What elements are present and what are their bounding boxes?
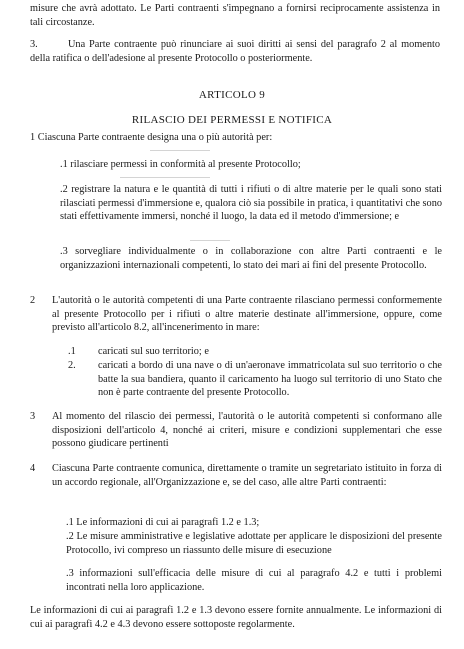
continued-paragraph: misure che avrà adottato. Le Parti contraenti s'impegnano a fornirsi reciprocamente assistenza in tali circostanze.	[30, 3, 440, 28]
paragraph-2-number: 2	[30, 295, 36, 306]
scan-speck	[190, 240, 230, 241]
paragraph-1-item-1: .1 rilasciare permessi in conformità al presente Protocollo;	[60, 159, 301, 170]
paragraph-4-item-1: .1 Le informazioni di cui ai paragrafi 1.2 e 1.3;	[66, 517, 260, 528]
article-number: ARTICOLO 9	[198, 89, 266, 101]
paragraph-2-text: L'autorità o le autorità competenti di una Parte contraente rilasciano permessi conformemente al presente Protocollo per i rifiuti o altre materie destinate all'immersione, oppure, come previsto all'articolo 8.2, all'incenerimento in mare:	[52, 295, 442, 334]
paragraph-2-item-1-number: .1	[68, 346, 76, 357]
scan-speck	[150, 150, 210, 151]
paragraph-3-number: 3.	[30, 39, 38, 50]
scan-speck	[120, 177, 210, 178]
paragraph-4-item-3: .3 informazioni sull'efficacia delle misure di cui al paragrafo 4.2 e tutti i problemi incontrati nella loro applicazione.	[66, 568, 442, 593]
paragraph-4-item-2: .2 Le misure amministrative e legislative adottate per applicare le disposizioni del presente Protocollo, ivi compreso un riassunto delle misure di esecuzione	[66, 531, 442, 556]
paragraph-1-item-2: .2 registrare la natura e le quantità di tutti i rifiuti o di altre materie per le quali sono stati rilasciati permessi d'immersione e, qualora ciò sia possibile in pratica, i quantitativi che sono stati effettivamente immersi, nonché il luogo, la data ed il metodo d'immersione; e	[60, 184, 442, 223]
paragraph-1-item-3: .3 sorvegliare individualmente o in collaborazione con altre Parti contraenti e le organizzazioni internazionali competenti, lo stato dei mari ai fini del presente Protocollo.	[60, 246, 442, 271]
paragraph-2-item-2: caricati a bordo di una nave o di un'aeronave immatricolata sul suo territorio o che batte la sua bandiera, quanto il caricamento ha luogo sul territorio di uno Stato che non è parte contraente del presente Protocollo.	[98, 360, 442, 399]
closing-paragraph: Le informazioni di cui ai paragrafi 1.2 e 1.3 devono essere fornite annualmente. Le informazioni di cui ai paragrafi 4.2 e 4.3 devono essere sottoposte regolarmente.	[30, 605, 442, 630]
paragraph-3b-number: 3	[30, 411, 36, 422]
paragraph-2-item-2-number: 2.	[68, 360, 76, 371]
article-title: RILASCIO DEI PERMESSI E NOTIFICA	[131, 114, 333, 126]
paragraph-4-number: 4	[30, 463, 36, 474]
paragraph-1-intro: 1 Ciascuna Parte contraente designa una o più autorità per:	[30, 132, 273, 143]
paragraph-4-text: Ciascuna Parte contraente comunica, direttamente o tramite un segretariato istituito in forza di un accordo regionale, all'Organizzazione e, se del caso, alle altre Parti contraenti:	[52, 463, 442, 488]
paragraph-3b-text: Al momento del rilascio dei permessi, l'autorità o le autorità competenti si conformano alle disposizioni dell'articolo 4, nonché ai criteri, misure e condizioni supplementari che esse possono giudicare pertinenti	[52, 411, 442, 450]
paragraph-2-item-1: caricati sul suo territorio; e	[98, 346, 209, 357]
paragraph-3-text: Una Parte contraente può rinunciare ai suoi diritti ai sensi del paragrafo 2 al momento della ratifica o dell'adesione al presente Protocollo o posteriormente.	[30, 39, 440, 64]
